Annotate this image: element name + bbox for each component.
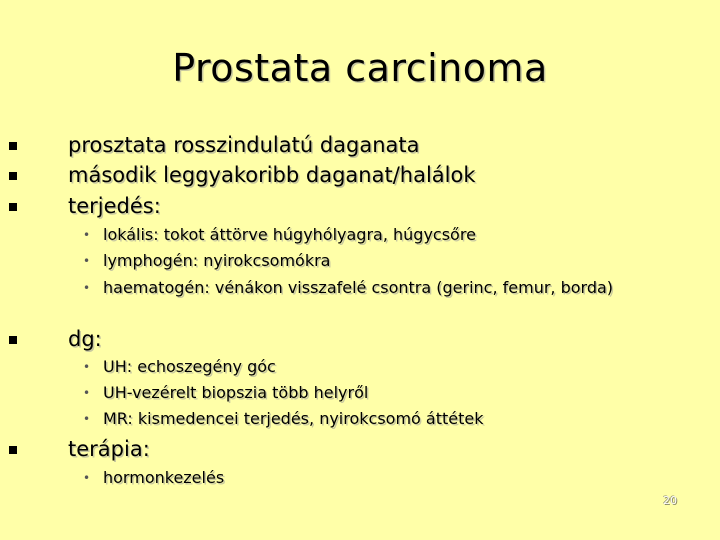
sub-bullet-item: [83, 409, 663, 428]
dot-bullet-icon: •: [83, 254, 91, 268]
bullet-text: prosztata rosszindulatú daganata: [68, 133, 420, 157]
sub-bullet-item: [83, 468, 543, 487]
bullet-item-2: [68, 162, 476, 188]
dot-bullet-icon: •: [83, 471, 91, 485]
bullet-text: terjedés:: [68, 194, 161, 218]
square-bullet-icon: [9, 172, 17, 180]
sub-bullet-text: haematogén: vénákon visszafelé csontra (gerinc, femur, borda): [103, 278, 614, 297]
sub-bullet-item: [83, 383, 663, 402]
sub-bullet-text: MR: kismedencei terjedés, nyirokcsomó áttétek: [103, 409, 484, 428]
dot-bullet-icon: •: [83, 360, 91, 374]
square-bullet-icon: [9, 336, 17, 344]
bullet-item-5: [68, 436, 150, 462]
dot-bullet-icon: •: [83, 412, 91, 426]
bullet-text: második leggyakoribb daganat/halálok: [68, 163, 476, 187]
slide-title: Prostata carcinoma: [172, 46, 548, 90]
sub-bullet-text: lokális: tokot áttörve húgyhólyagra, húgycsőre: [103, 225, 476, 244]
square-bullet-icon: [9, 446, 17, 454]
dot-bullet-icon: •: [83, 386, 91, 400]
sub-bullet-text: hormonkezelés: [103, 468, 225, 487]
bullet-item-4: [68, 326, 102, 352]
dot-bullet-icon: •: [83, 228, 91, 242]
sub-bullet-text: lymphogén: nyirokcsomókra: [103, 251, 331, 270]
dot-bullet-icon: •: [83, 281, 91, 295]
bullet-item-3: [68, 193, 161, 219]
bullet-item-1: [68, 132, 420, 158]
bullet-text: terápia:: [68, 437, 150, 461]
sub-bullet-item: [83, 278, 643, 297]
square-bullet-icon: [9, 142, 17, 150]
page-number: 20: [663, 494, 677, 507]
sub-bullet-text: UH-vezérelt biopszia több helyről: [103, 383, 369, 402]
sub-bullet-item: [83, 357, 663, 376]
sub-bullet-item: [83, 251, 543, 270]
bullet-text: dg:: [68, 327, 102, 351]
sub-bullet-item: [83, 225, 543, 244]
sub-bullet-text: UH: echoszegény góc: [103, 357, 276, 376]
square-bullet-icon: [9, 203, 17, 211]
